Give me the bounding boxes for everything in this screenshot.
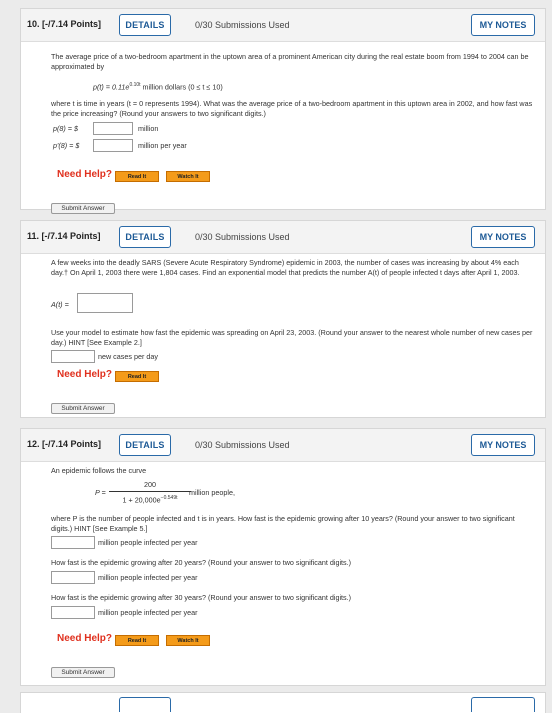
- question-text-3: How fast is the epidemic growing after 20 years? (Round your answer to two significant digits.): [51, 558, 352, 567]
- rate-10-input[interactable]: [51, 536, 95, 549]
- question-text-4: How fast is the epidemic growing after 30 years? (Round your answer to two significant digits.): [51, 593, 352, 602]
- question-text-2: where P is the number of people infected and t is in years. How fast is the epidemic growing after 10 years? (Round your answer to two significant digits.) HINT [See Example 5.]: [51, 514, 515, 533]
- pp8-answer-input[interactable]: [93, 139, 133, 152]
- submissions-count: 0/30 Submissions Used: [195, 20, 290, 30]
- rate-30-input[interactable]: [51, 606, 95, 619]
- my-notes-button[interactable]: [471, 697, 535, 712]
- pp8-unit: million per year: [138, 141, 187, 150]
- question-11: [20, 220, 546, 418]
- read-it-button[interactable]: Read It: [115, 635, 159, 646]
- question-number: 12. [-/7.14 Points]: [27, 439, 102, 449]
- fraction: [109, 480, 191, 505]
- my-notes-button[interactable]: MY NOTES: [471, 14, 535, 36]
- fraction-denominator: [109, 491, 191, 505]
- watch-it-button[interactable]: Watch It: [166, 635, 210, 646]
- question-text-2: where t is time in years (t = 0 represents 1994). What was the average price of a two-bedroom apartment in this uptown area in 2002, and how fast was the price increasing? (Round your answers to two significant digits.): [51, 99, 533, 118]
- question-number: 10. [-/7.14 Points]: [27, 19, 102, 29]
- my-notes-button[interactable]: MY NOTES: [471, 226, 535, 248]
- question-text-2: Use your model to estimate how fast the epidemic was spreading on April 23, 2003. (Round your answer to the nearest whole number of new cases per day.) HINT [See Example 2.]: [51, 328, 533, 347]
- at-label: A(t) =: [51, 300, 69, 309]
- question-number: 11. [-/7.14 Points]: [27, 231, 101, 241]
- question-text: An epidemic follows the curve: [51, 466, 147, 475]
- question-10: [20, 8, 546, 210]
- details-button[interactable]: DETAILS: [119, 226, 171, 248]
- p8-label: p(8) = $: [53, 124, 78, 133]
- pp8-label: p'(8) = $: [53, 141, 80, 150]
- formula-rhs: million dollars (0 ≤ t ≤ 10): [140, 82, 223, 92]
- rate-10-unit: million people infected per year: [98, 538, 198, 547]
- rate-answer-input[interactable]: [51, 350, 95, 363]
- price-formula: [93, 80, 223, 92]
- my-notes-button[interactable]: MY NOTES: [471, 434, 535, 456]
- submit-answer-button[interactable]: Submit Answer: [51, 403, 115, 414]
- p8-answer-input[interactable]: [93, 122, 133, 135]
- question-text: A few weeks into the deadly SARS (Severe Acute Respiratory Syndrome) epidemic in 2003, the number of cases was increasing by about 4% each day.† On April 1, 2003 there were 1,804 cases. Find an exponential model that predicts the number A(t) of people infected t days after April 1, 2003.: [51, 258, 520, 277]
- denominator-exponent: −0.549t: [160, 495, 178, 501]
- formula-exponent: 0.10t: [129, 82, 141, 88]
- read-it-button[interactable]: Read It: [115, 171, 159, 182]
- question-13-partial: [20, 692, 546, 713]
- question-text: The average price of a two-bedroom apartment in the uptown area of a prominent American city during the real estate boom from 1994 to 2004 can be approximated by: [51, 52, 529, 71]
- p8-unit: million: [138, 124, 159, 133]
- rate-20-unit: million people infected per year: [98, 573, 198, 582]
- submissions-count: 0/30 Submissions Used: [195, 440, 290, 450]
- rate-unit: new cases per day: [98, 352, 158, 361]
- model-answer-input[interactable]: [77, 293, 133, 313]
- formula-lhs: p(t) = 0.11e: [93, 82, 130, 92]
- read-it-button[interactable]: Read It: [115, 371, 159, 382]
- details-button[interactable]: [119, 697, 171, 712]
- need-help-label: Need Help?: [57, 633, 113, 644]
- p-equals: P =: [95, 488, 106, 497]
- question-header: [21, 429, 545, 462]
- details-button[interactable]: DETAILS: [119, 434, 171, 456]
- denominator-base: 1 + 20,000e: [122, 495, 161, 505]
- question-header: [21, 9, 545, 42]
- submit-answer-button[interactable]: Submit Answer: [51, 203, 115, 214]
- rate-20-input[interactable]: [51, 571, 95, 584]
- rate-30-unit: million people infected per year: [98, 608, 198, 617]
- need-help-label: Need Help?: [57, 169, 113, 180]
- details-button[interactable]: DETAILS: [119, 14, 171, 36]
- submissions-count: 0/30 Submissions Used: [195, 232, 290, 242]
- need-help-label: Need Help?: [57, 369, 113, 380]
- fraction-numerator: 200: [144, 480, 156, 489]
- question-header: [21, 221, 545, 254]
- after-fraction: million people,: [189, 488, 235, 497]
- question-12: [20, 428, 546, 686]
- watch-it-button[interactable]: Watch It: [166, 171, 210, 182]
- submit-answer-button[interactable]: Submit Answer: [51, 667, 115, 678]
